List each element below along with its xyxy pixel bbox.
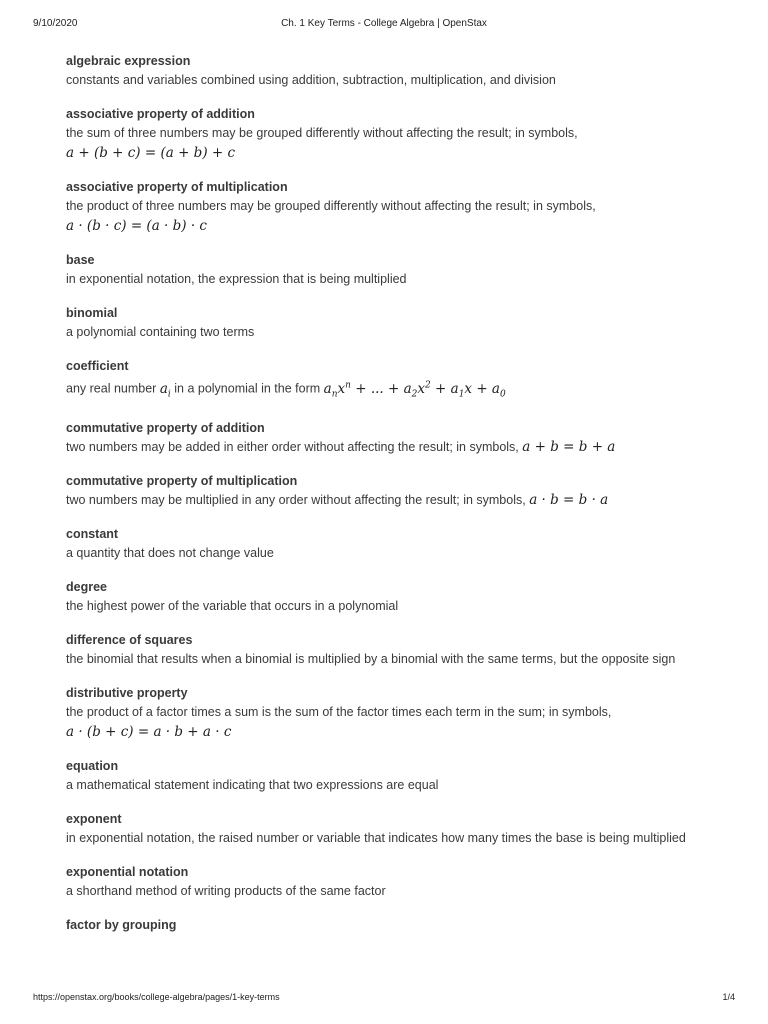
term-definition: the highest power of the variable that occurs in a polynomial <box>66 599 399 614</box>
term-entry <box>66 578 706 616</box>
term-entry <box>66 757 706 795</box>
print-date: 9/10/2020 <box>33 18 78 29</box>
term-entry <box>66 304 706 342</box>
page-footer <box>0 992 768 1006</box>
term-entry <box>66 810 706 848</box>
term-entry <box>66 105 706 163</box>
term-name: degree <box>66 580 107 595</box>
term-definition: two numbers may be multiplied in any order without affecting the result; in symbols, <box>66 493 526 508</box>
term-definition <box>66 375 706 404</box>
term-name: associative property of multiplication <box>66 180 288 194</box>
term-name: exponent <box>66 812 122 827</box>
term-name: coefficient <box>66 359 129 373</box>
term-definition: in exponential notation, the raised number or variable that indicates how many times the base is being multiplied <box>66 831 686 846</box>
term-name: distributive property <box>66 686 188 701</box>
definition-text: in a polynomial in the form <box>174 381 321 396</box>
term-entry <box>66 178 706 236</box>
source-url: https://openstax.org/books/college-algebra/pages/1-key-terms <box>33 992 280 1002</box>
term-name: constant <box>66 527 119 542</box>
term-definition: two numbers may be added in either order without affecting the result; in symbols, <box>66 440 519 455</box>
math-polynomial-form: $a_nx^n$ + ... + $a_2x^2 + a_1x + a_0$ <box>323 380 506 400</box>
term-name: equation <box>66 759 119 774</box>
term-name: exponential notation <box>66 865 189 880</box>
key-terms-list <box>66 52 706 949</box>
term-name: commutative property of addition <box>66 421 265 436</box>
page-number: 1/4 <box>722 992 735 1002</box>
term-definition: a shorthand method of writing products of the same factor <box>66 884 386 899</box>
term-name: associative property of addition <box>66 107 255 121</box>
term-definition: the binomial that results when a binomial is multiplied by a binomial with the same terms, but the opposite sign <box>66 652 676 667</box>
term-entry <box>66 684 706 742</box>
term-entry <box>66 525 706 563</box>
term-definition: a mathematical statement indicating that two expressions are equal <box>66 778 439 793</box>
term-definition: in exponential notation, the expression that is being multiplied <box>66 272 407 286</box>
definition-text: any real number <box>66 381 157 396</box>
term-definition: constants and variables combined using addition, subtraction, multiplication, and division <box>66 73 556 87</box>
term-name: binomial <box>66 306 118 320</box>
term-name: base <box>66 253 95 267</box>
math-expression: a · (b · c) = (a · b) · c <box>66 218 207 234</box>
term-name: algebraic expression <box>66 54 191 68</box>
math-coefficient: $a_i$ <box>159 380 171 400</box>
term-entry <box>66 357 706 404</box>
page-title: Ch. 1 Key Terms - College Algebra | OpenStax <box>281 18 487 29</box>
term-name: difference of squares <box>66 633 193 648</box>
term-definition: the sum of three numbers may be grouped differently without affecting the result; in symbols, <box>66 126 578 140</box>
term-definition: a polynomial containing two terms <box>66 325 255 339</box>
term-definition: the product of a factor times a sum is the sum of the factor times each term in the sum; in symbols, <box>66 705 612 720</box>
term-entry <box>66 52 706 90</box>
term-definition: the product of three numbers may be grouped differently without affecting the result; in symbols, <box>66 199 596 213</box>
math-expression: a · (b + c) = a · b + a · c <box>66 724 232 741</box>
term-entry <box>66 916 706 934</box>
term-entry <box>66 419 706 457</box>
term-name: factor by grouping <box>66 918 177 933</box>
term-entry <box>66 251 706 289</box>
math-expression: a · b = b · a <box>529 492 609 509</box>
term-name: commutative property of multiplication <box>66 474 298 489</box>
term-entry <box>66 472 706 510</box>
term-entry <box>66 863 706 901</box>
term-entry <box>66 631 706 669</box>
math-expression: a + (b + c) = (a + b) + c <box>66 145 236 161</box>
math-expression: a + b = b + a <box>522 439 616 456</box>
term-definition: a quantity that does not change value <box>66 546 274 561</box>
page-header <box>0 18 768 32</box>
